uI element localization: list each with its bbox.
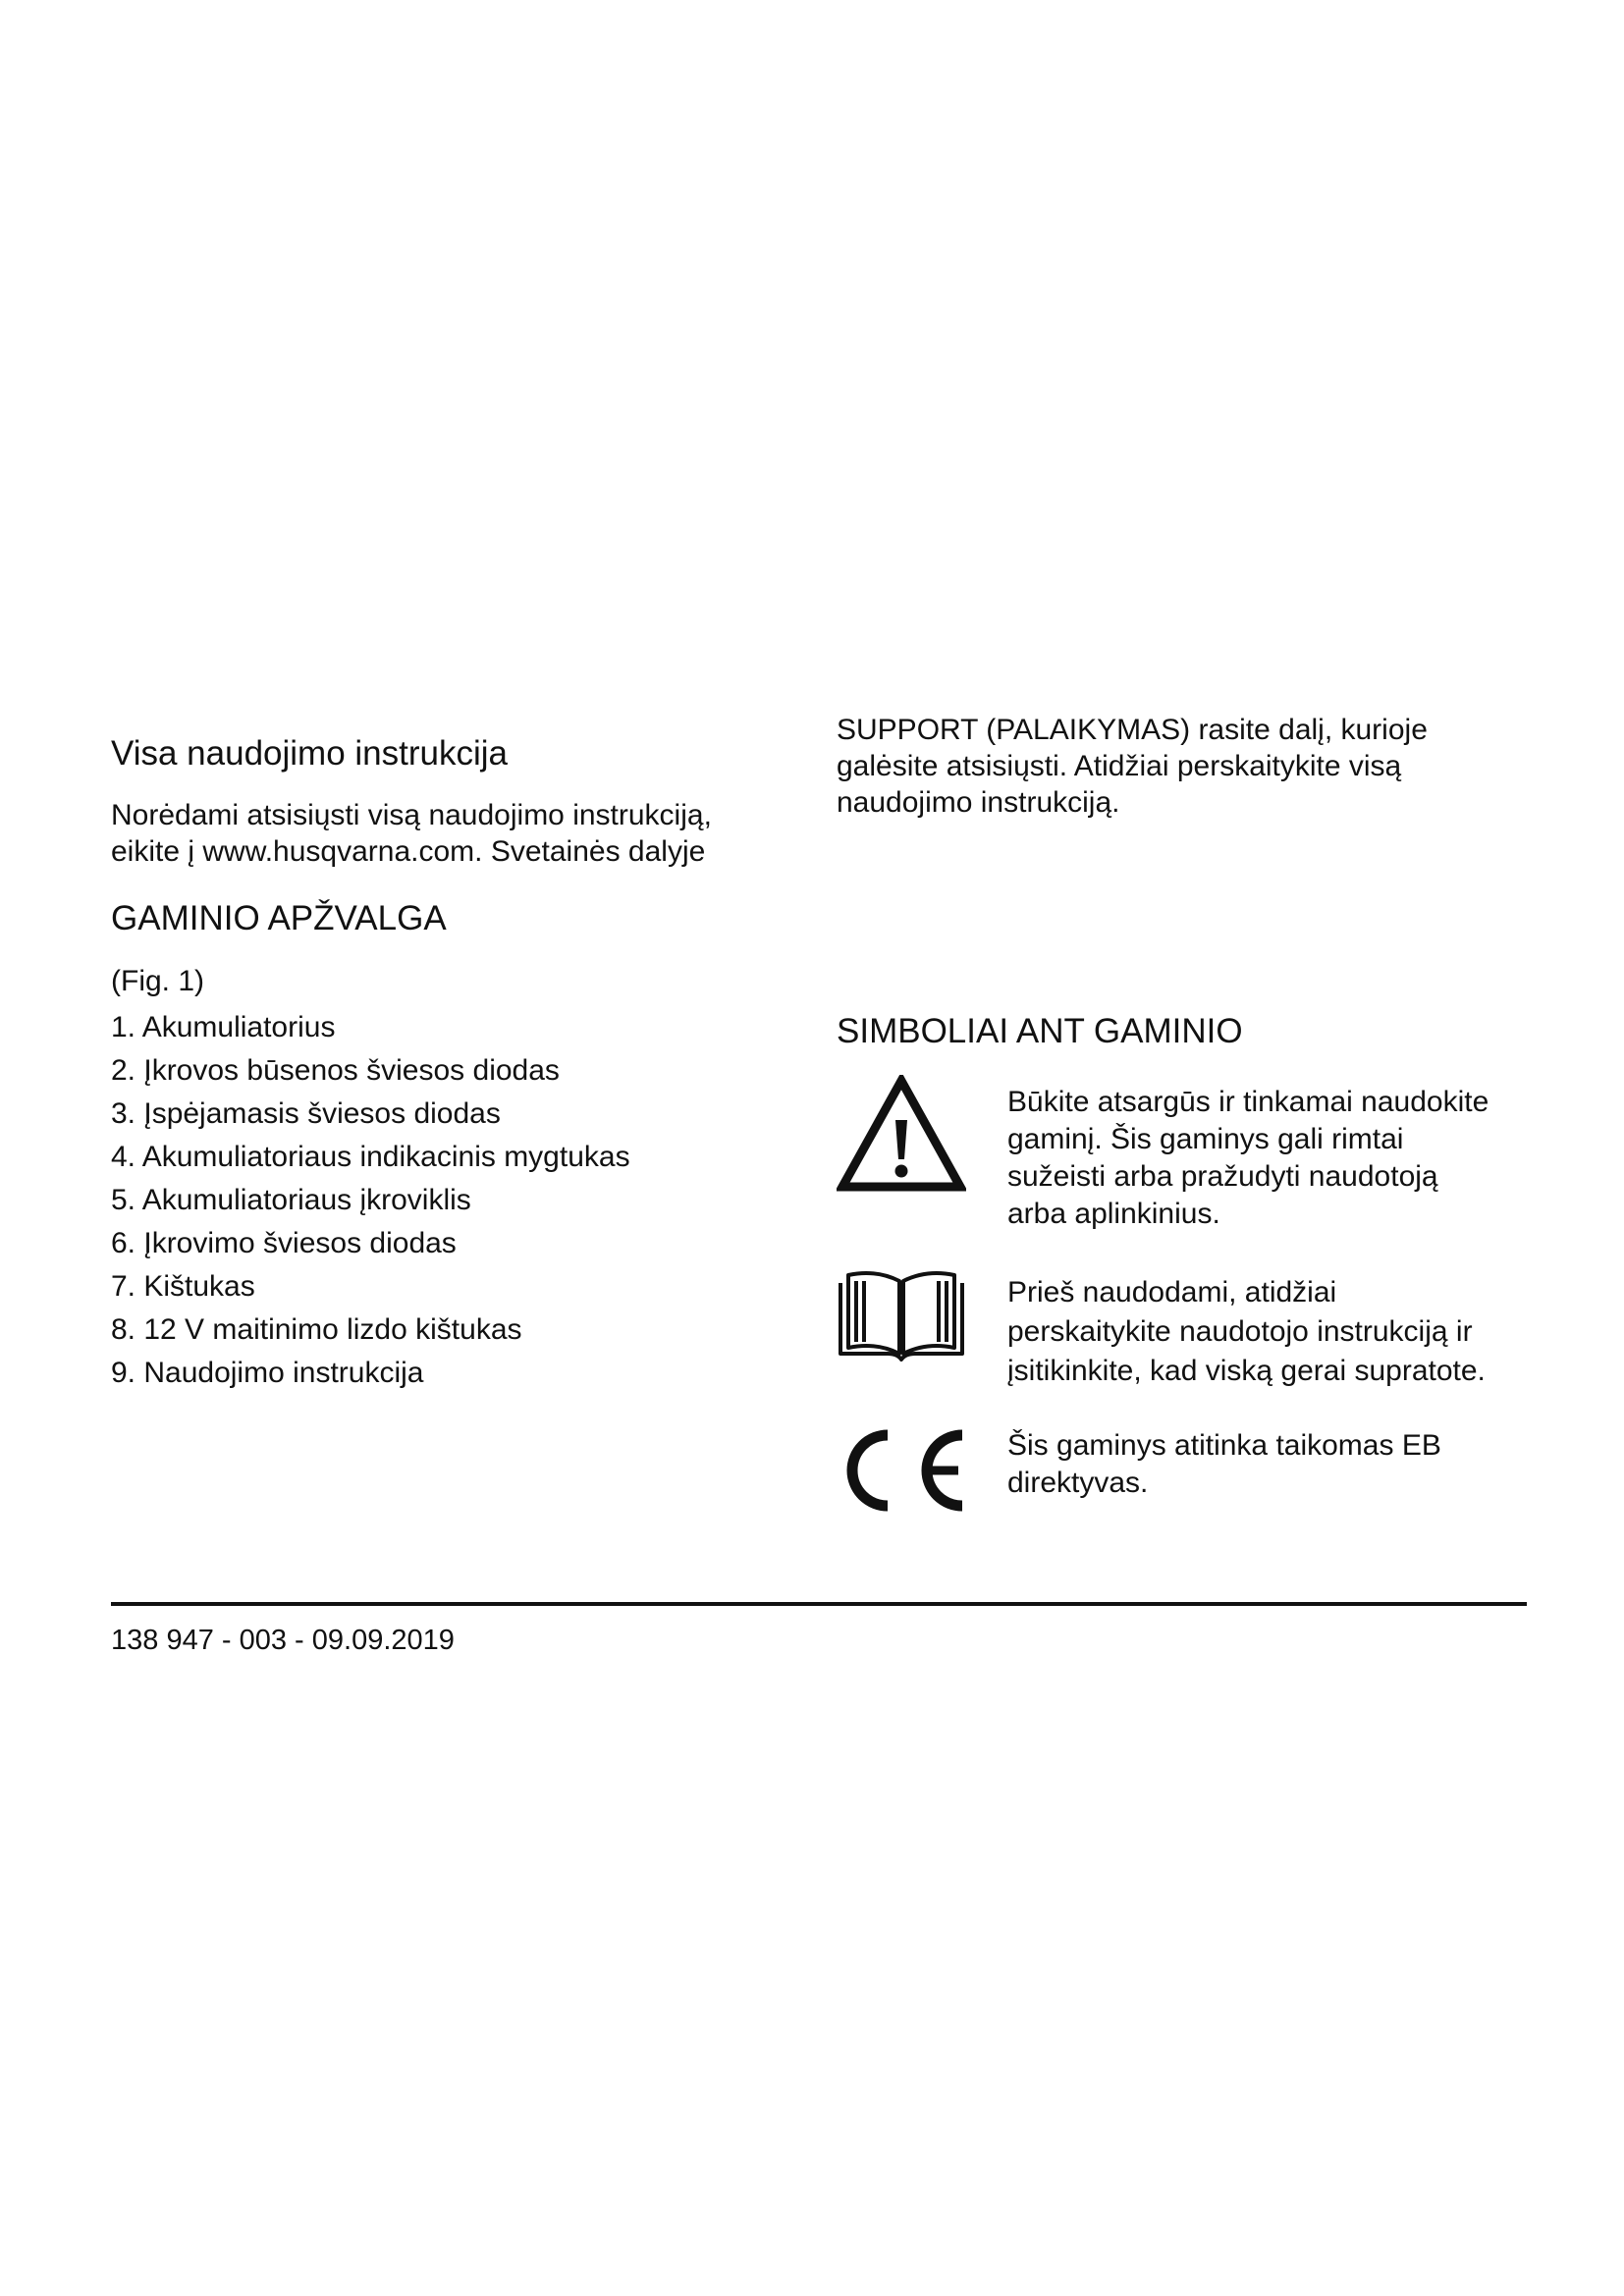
warning-text-line: Būkite atsargūs ir tinkamai naudokite: [1007, 1086, 1489, 1118]
list-item: 4. Akumuliatoriaus indikacinis mygtukas: [111, 1141, 630, 1173]
manual-text-line: įsitikinkite, kad viską gerai supratote.: [1007, 1355, 1486, 1387]
intro-continued-line-3: naudojimo instrukciją.: [837, 786, 1120, 819]
footer-divider: [111, 1602, 1527, 1606]
ce-symbol-text: [1007, 1427, 1441, 1502]
ce-text-line: Šis gaminys atitinka taikomas EB: [1007, 1429, 1441, 1462]
document-id: 138 947 - 003 - 09.09.2019: [111, 1625, 455, 1656]
full-manual-intro-line-2: eikite į www.husqvarna.com. Svetainės dalyje: [111, 835, 706, 868]
full-manual-intro: [111, 797, 712, 870]
ce-text-line: direktyvas.: [1007, 1467, 1149, 1499]
list-item: 6. Įkrovimo šviesos diodas: [111, 1227, 457, 1259]
list-item: 3. Įspėjamasis šviesos diodas: [111, 1097, 501, 1130]
list-item: 9. Naudojimo instrukcija: [111, 1357, 424, 1389]
product-overview-title: GAMINIO APŽVALGA: [111, 899, 447, 937]
manual-text-line: perskaitykite naudotojo instrukciją ir: [1007, 1315, 1473, 1348]
list-item: 1. Akumuliatorius: [111, 1011, 336, 1043]
product-symbols-title: SIMBOLIAI ANT GAMINIO: [837, 1012, 1243, 1050]
full-manual-intro-continued: [837, 712, 1428, 821]
list-item: 7. Kištukas: [111, 1270, 255, 1303]
manual-symbol-text: [1007, 1273, 1486, 1391]
intro-continued-line-2: galėsite atsisiųsti. Atidžiai perskaitykite visą: [837, 750, 1402, 782]
warning-symbol-text: [1007, 1084, 1489, 1233]
ce-mark-icon: [837, 1425, 966, 1516]
list-item: 5. Akumuliatoriaus įkroviklis: [111, 1184, 471, 1216]
manual-book-icon: [837, 1269, 966, 1363]
intro-continued-line-1: SUPPORT (PALAIKYMAS) rasite dalį, kurioje: [837, 714, 1428, 746]
product-overview-list: [111, 1010, 630, 1399]
list-item: 8. 12 V maitinimo lizdo kištukas: [111, 1313, 522, 1346]
list-item: 2. Įkrovos būsenos šviesos diodas: [111, 1054, 560, 1087]
warning-text-line: gaminį. Šis gaminys gali rimtai: [1007, 1123, 1404, 1155]
warning-text-line: sužeisti arba pražudyti naudotoją: [1007, 1160, 1438, 1193]
full-manual-title: Visa naudojimo instrukcija: [111, 734, 509, 773]
warning-text-line: arba aplinkinius.: [1007, 1198, 1220, 1230]
full-manual-intro-line-1: Norėdami atsisiųsti visą naudojimo instrukciją,: [111, 799, 712, 831]
manual-text-line: Prieš naudodami, atidžiai: [1007, 1276, 1337, 1308]
warning-triangle-icon: [837, 1075, 966, 1195]
figure-reference: (Fig. 1): [111, 965, 205, 997]
